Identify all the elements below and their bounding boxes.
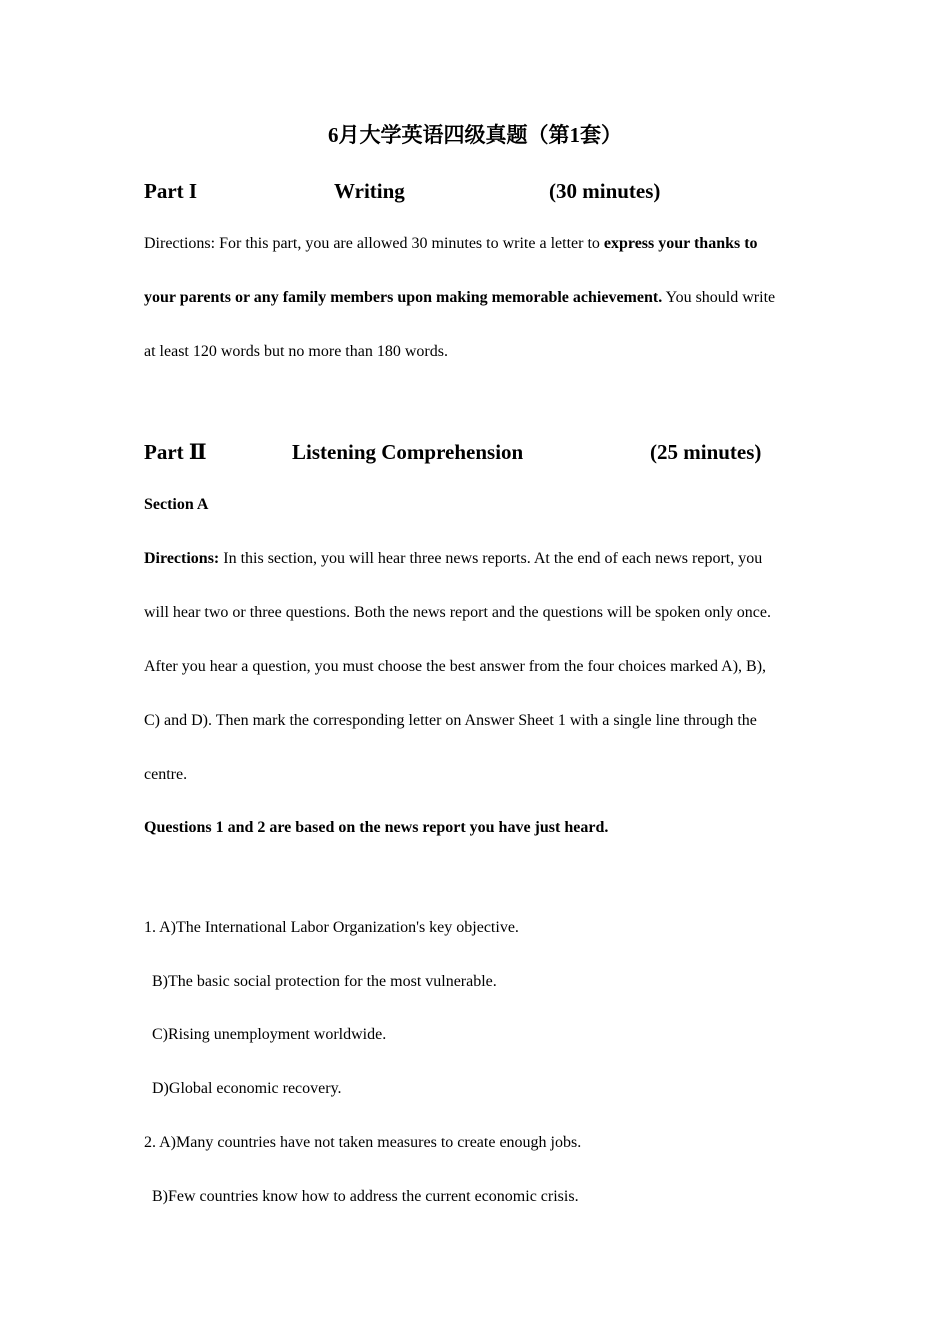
question-1-option-b: B)The basic social protection for the most vulnerable. [152, 973, 497, 990]
question-1-option-a-text: A)The International Labor Organization's key objective. [159, 919, 519, 936]
part2-heading [144, 436, 824, 468]
part1-directions-plain-2: You should write [662, 289, 776, 306]
part2-directions-line5: centre. [144, 766, 188, 783]
part2-directions-label: Directions: [144, 550, 220, 567]
question-2-number: 2. [144, 1134, 156, 1151]
part2-directions-line3: After you hear a question, you must choose the best answer from the four choices marked A), B), [144, 658, 767, 675]
part1-label: Part I [144, 179, 198, 203]
part2-time: (25 minutes) [650, 440, 762, 464]
part2-directions-line1 [144, 548, 824, 570]
part1-directions-line1 [144, 233, 824, 255]
part1-directions-plain-1: Directions: For this part, you are allowed 30 minutes to write a letter to [144, 235, 604, 252]
part1-directions-line2 [144, 287, 824, 309]
question-1-option-c: C)Rising unemployment worldwide. [152, 1026, 387, 1043]
question-2-option-a [144, 1132, 824, 1154]
part1-time: (30 minutes) [549, 179, 661, 203]
part1-directions-bold-2: your parents or any family members upon making memorable achievement. [144, 289, 663, 306]
part2-directions-text-1: In this section, you will hear three news reports. At the end of each news report, you [219, 550, 763, 567]
part2-name: Listening Comprehension [292, 440, 524, 464]
question-1-option-a [144, 917, 824, 939]
question-1-option-d: D)Global economic recovery. [152, 1080, 342, 1097]
document-title: 6月大学英语四级真题（第1套） [328, 123, 622, 147]
section-a-heading: Section A [144, 496, 209, 513]
part2-directions-line2: will hear two or three questions. Both the news report and the questions will be spoken only once. [144, 604, 771, 621]
part1-directions-line3: at least 120 words but no more than 180 words. [144, 343, 448, 360]
part1-directions-bold-1: express your thanks to [603, 235, 758, 252]
question-2-option-a-text: A)Many countries have not taken measures to create enough jobs. [159, 1134, 582, 1151]
part2-directions-line4: C) and D). Then mark the corresponding letter on Answer Sheet 1 with a single line through the [144, 712, 757, 729]
part1-heading [144, 175, 824, 207]
question-2-option-b: B)Few countries know how to address the current economic crisis. [152, 1188, 579, 1205]
question-1-number: 1. [144, 919, 156, 936]
question-group-note: Questions 1 and 2 are based on the news report you have just heard. [144, 819, 609, 836]
part2-label: Part Ⅱ [144, 440, 207, 464]
part1-name: Writing [334, 179, 405, 203]
